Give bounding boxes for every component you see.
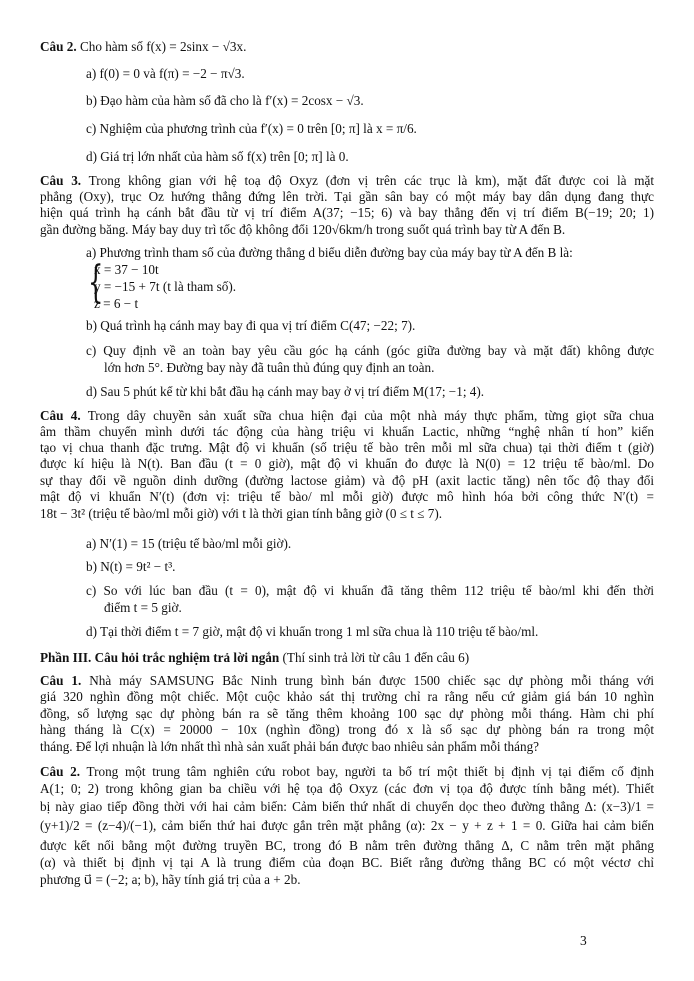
q4-option-c-line-1: c) So với lúc ban đầu (t = 0), mật độ vi khuẩn đã tăng thêm 112 triệu tế bào/ml khi đến thời (86, 583, 654, 598)
q4-line-1 (40, 408, 654, 424)
system-eq-z: z = 6 − t (94, 296, 139, 311)
q4-line-3: tạo vị chua thanh đặc trưng. Mật độ vi khuẩn (số triệu tế bào trên mỗi ml sữa chua) tại thời điểm t (giờ) (40, 440, 654, 455)
q4-option-b: b) N(t) = 9t² − t³. (86, 559, 176, 574)
s2-line-7: phương u⃗ = (−2; a; b), hãy tính giá trị của a + 2b. (40, 872, 301, 887)
q4-line-5: sự thay đổi về nguồn dinh dưỡng (đường lactose giảm) và độ pH (axit lactic tăng) nên tốc độ thay đổi (40, 473, 654, 488)
part3-header (40, 650, 654, 666)
s2-heading: Câu 2. (40, 764, 81, 779)
s1-line-1 (40, 673, 654, 689)
s2-line-3: bị này giao tiếp đồng thời với hai cảm biến: Cảm biến thứ nhất di chuyển dọc theo đường thẳng Δ: (x−3)/1 = (40, 799, 654, 814)
s2-line-4: (y+1)/2 = (z−4)/(−1), cảm biến thứ hai được gắn trên mặt phẳng (α): 2x − y + z + 1 = 0. Giữa hai cảm biến (40, 818, 654, 833)
s2-text-1: Trong một trung tâm nghiên cứu robot bay, người ta bố trí một thiết bị định vị tại điểm cố định (80, 764, 654, 779)
q3-line-3: hiện quá trình hạ cánh bắt đầu từ vị trí điểm A(37; −15; 6) và bay thẳng đến vị trí điểm B(−19; 20; 1) (40, 205, 654, 220)
q3-line-2: phẳng (Oxy), trục Oz hướng thẳng đứng lên trời. Tại gần sân bay có một máy bay dân dụng đang thực (40, 189, 654, 204)
q4-option-a: a) N′(1) = 15 (triệu tế bào/ml mỗi giờ). (86, 536, 292, 551)
s2-line-5: được kết nối bằng một đường truyền BC, trong đó B nằm trên đường thẳng Δ, C nằm trên mặt phẳng (40, 838, 654, 853)
s1-line-4: hàng tháng là C(x) = 20000 − 10x (nghìn đồng) trong đó x là số sạc dự phòng bán ra trong một (40, 722, 654, 737)
q4-text-1: Trong dây chuyền sản xuất sữa chua hiện đại của một nhà máy thực phẩm, từng giọt sữa chua (80, 408, 654, 423)
q3-option-c-line-1: c) Quy định về an toàn bay yêu cầu góc hạ cánh (góc giữa đường bay và mặt đất) không được (86, 343, 654, 358)
part3-heading: Phần III. Câu hỏi trắc nghiệm trả lời ngắn (40, 650, 280, 665)
q3-line-4: gần đường băng. Máy bay duy trì tốc độ không đổi 120√6km/h trong suốt quá trình bay từ A đến B. (40, 222, 566, 237)
q4-option-c-line-2: điểm t = 5 giờ. (104, 600, 182, 615)
s1-heading: Câu 1. (40, 673, 82, 688)
q4-line-6: mật độ vi khuẩn N′(t) (đơn vị: triệu tế bào/ ml mỗi giờ) được mô hình hóa bởi công thức N′(t) = (40, 489, 654, 504)
s2-line-6: (α) và thiết bị định vị tại A là trung điểm của đoạn BC. Biết rằng đường thẳng BC có một véctơ chỉ (40, 855, 654, 870)
q4-line-2: âm thầm chuyển mình dưới tác động của hàng triệu vi khuẩn Lactic, những “nghệ nhân tí hon” kiến (40, 424, 654, 439)
q2-text: Cho hàm số f(x) = 2sinx − √3x. (76, 39, 247, 54)
q2-option-b: b) Đạo hàm của hàm số đã cho là f′(x) = 2cosx − √3. (86, 93, 364, 108)
q3-option-c-line-2: lớn hơn 5°. Đường bay này đã tuân thủ đúng quy định an toàn. (104, 360, 435, 375)
q3-text-1: Trong không gian với hệ toạ độ Oxyz (đơn vị trên các trục là km), mặt đất được coi là mặt (81, 173, 655, 188)
s1-text-1: Nhà máy SAMSUNG Bắc Ninh trung bình bán được 1500 chiếc sạc dự phòng mỗi tháng với (81, 673, 655, 688)
q4-heading: Câu 4. (40, 408, 81, 423)
s1-line-3: đồng, số lượng sạc dự phòng bán ra sẽ tăng thêm khoảng 100 sạc dự phòng mỗi tháng. Hàm chi phí (40, 706, 654, 721)
q2-option-a: a) f(0) = 0 và f(π) = −2 − π√3. (86, 66, 245, 81)
q3-line-1 (40, 173, 654, 189)
system-eq-x: x = 37 − 10t (94, 262, 159, 277)
part3-note: (Thí sinh trả lời từ câu 1 đến câu 6) (279, 650, 470, 665)
q2-option-c: c) Nghiệm của phương trình của f′(x) = 0 trên [0; π] là x = π/6. (86, 121, 417, 136)
q4-line-4: được kí hiệu là N(t). Ban đầu (t = 0 giờ), mật độ vi khuẩn đo được là N(0) = 12 triệu tế bào/ml. Do (40, 456, 654, 471)
q3-heading: Câu 3. (40, 173, 82, 188)
system-eq-y: y = −15 + 7t (t là tham số). (94, 279, 237, 294)
q3-option-d: d) Sau 5 phút kể từ khi bắt đầu hạ cánh may bay ở vị trí điểm M(17; −1; 4). (86, 384, 485, 399)
s1-line-2: giá 320 nghìn đồng một chiếc. Một cuộc khảo sát thị trường chỉ ra rằng nếu cứ giảm giá bán 10 nghìn (40, 689, 654, 704)
s2-line-2: A(1; 0; 2) trong không gian ba chiều với hệ tọa độ Oxyz (các đơn vị tọa độ được tính bằng mét). Thiết (40, 781, 654, 796)
page-number: 3 (580, 933, 587, 948)
s2-line-1 (40, 764, 654, 780)
q3-option-a: a) Phương trình tham số của đường thẳng d biểu diễn đường bay của máy bay từ A đến B là: (86, 245, 573, 260)
q3-option-b: b) Quá trình hạ cánh may bay đi qua vị trí điểm C(47; −22; 7). (86, 318, 416, 333)
s1-line-5: tháng. Để lợi nhuận là lớn nhất thì nhà sản xuất phải bán được bao nhiêu sản phẩm mỗi tháng? (40, 739, 540, 754)
q4-line-7: 18t − 3t² (triệu tế bào/ml mỗi giờ) với t là thời gian tính bằng giờ (0 ≤ t ≤ 7). (40, 506, 443, 521)
q2-option-d: d) Giá trị lớn nhất của hàm số f(x) trên [0; π] là 0. (86, 149, 349, 164)
q4-option-d: d) Tại thời điểm t = 7 giờ, mật độ vi khuẩn trong 1 ml sữa chua là 110 triệu tế bào/ml. (86, 624, 539, 639)
q2-heading: Câu 2. (40, 39, 77, 54)
q2-stem (40, 39, 654, 55)
system-brace: { (88, 257, 104, 308)
